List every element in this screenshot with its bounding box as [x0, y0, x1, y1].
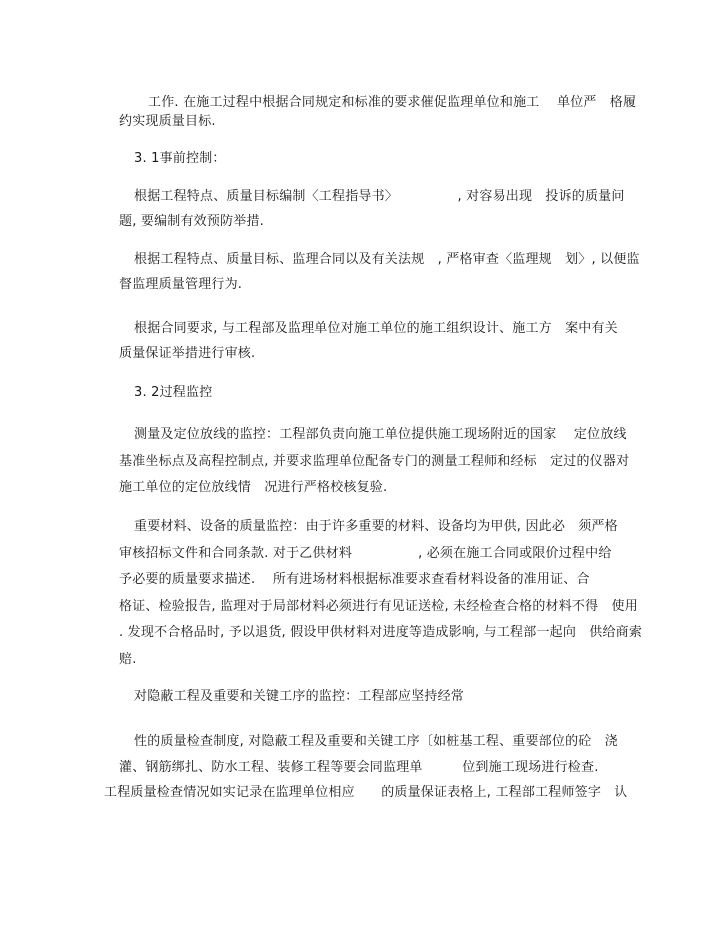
paragraph-2-line-1: 根据工程特点、质量目标编制〈工程指导书〉 , 对容易出现 投诉的质量问: [134, 189, 625, 204]
paragraph-1-line-1: 工作. 在施工过程中根据合同规定和标准的要求催促监理单位和施工 单位严 格履: [148, 95, 637, 110]
paragraph-8-line-1: 性的质量检查制度, 对隐蔽工程及重要和关键工序〔如桩基工程、重要部位的砼 浇: [134, 734, 618, 749]
section-heading-3-2: 3. 2过程监控: [134, 385, 213, 400]
paragraph-6-line-4: 格证、检验报告, 监理对于局部材料必须进行有见证送检, 未经检查合格的材料不得 使用: [119, 599, 638, 614]
paragraph-6-line-2: 审核招标文件和合同条款. 对于乙供材料 , 必须在施工合同或限价过程中给: [119, 546, 612, 561]
section-heading-3-1: 3. 1事前控制：: [134, 151, 226, 166]
paragraph-7-line-1: 对隐蔽工程及重要和关键工序的监控：工程部应坚持经常: [134, 689, 465, 704]
paragraph-5-line-2: 基准坐标点及高程控制点, 并要求监理单位配备专门的测量工程师和经标 定过的仪器对: [119, 454, 630, 469]
paragraph-4-line-1: 根据合同要求, 与工程部及监理单位对施工单位的施工组织设计、施工方 案中有关: [134, 321, 618, 336]
paragraph-8-line-3: 工程质量检查情况如实记录在监理单位相应 的质量保证表格上, 工程部工程师签字 认: [104, 785, 628, 800]
paragraph-6-line-5: . 发现不合格品时, 予以退货, 假设甲供材料对进度等造成影响, 与工程部一起向 供给商索: [119, 625, 643, 640]
paragraph-3-line-2: 督监理质量管理行为.: [119, 277, 243, 292]
paragraph-4-line-2: 质量保证举措进行审核.: [119, 346, 256, 361]
paragraph-5-line-1: 测量及定位放线的监控：工程部负责向施工单位提供施工现场附近的国家 定位放线: [134, 427, 627, 442]
paragraph-6-line-6: 赔.: [119, 652, 137, 667]
paragraph-6-line-1: 重要材料、设备的质量监控：由于许多重要的材料、设备均为甲供, 因此必 须严格: [134, 519, 618, 534]
paragraph-2-line-2: 题, 要编制有效预防举措.: [119, 214, 264, 229]
paragraph-3-line-1: 根据工程特点、质量目标、监理合同以及有关法规 , 严格审查〈监理规 划〉, 以便监: [134, 252, 640, 267]
paragraph-6-line-3: 予必要的质量要求描述. 所有进场材料根据标准要求查看材料设备的准用证、合: [119, 572, 590, 587]
paragraph-1-line-2: 约实现质量目标.: [119, 114, 216, 129]
paragraph-8-line-2: 灌、钢筋绑扎、防水工程、装修工程等要会同监理单 位到施工现场进行检查.: [119, 760, 599, 775]
paragraph-5-line-3: 施工单位的定位放线情 况进行严格校核复验.: [119, 480, 388, 495]
